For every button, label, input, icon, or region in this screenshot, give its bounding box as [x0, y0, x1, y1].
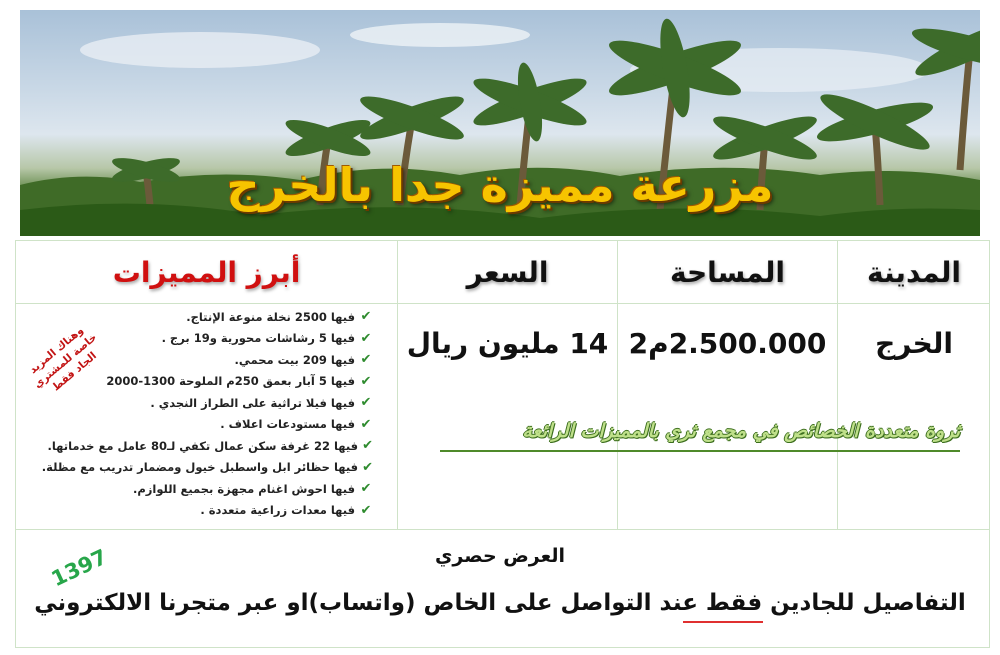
list-item	[55, 500, 373, 522]
tagline: ثروة متعددة الخصائص في مجمع ثري بالمميزات الرائعة	[522, 420, 960, 442]
check-icon: ✔	[360, 373, 372, 389]
feature-text: فيها 5 آبار بعمق 250م الملوحة 1300-2000	[106, 374, 355, 389]
check-icon: ✔	[360, 502, 372, 518]
feature-text: فيها فيلا تراثية على الطراز النجدي .	[150, 395, 355, 410]
feature-text: فيها 2500 نخلة منوعة الإنتاج.	[186, 309, 355, 324]
city-value: الخرج	[875, 326, 953, 360]
feature-text: فيها 22 غرفة سكن عمال تكفي لـ80 عامل مع خدماتها.	[47, 438, 359, 453]
feature-text: فيها 209 بيت محمي.	[234, 352, 355, 367]
header-price: السعر	[466, 255, 549, 289]
list-item	[55, 392, 373, 414]
check-icon: ✔	[360, 416, 372, 432]
feature-text: فيها 5 رشاشات محورية و19 برج .	[161, 331, 355, 346]
offer-title: العرض حصري	[434, 545, 565, 567]
feature-text: فيها معدات زراعية متعددة .	[200, 503, 355, 518]
header-city: المدينة	[867, 255, 961, 289]
feature-text: فيها حظائر ابل واسطبل خيول ومضمار تدريب مع مظلة.	[41, 460, 359, 475]
area-value: 2.500.000م2	[628, 326, 827, 360]
banner-image	[20, 10, 980, 236]
check-icon: ✔	[360, 352, 372, 368]
list-item	[47, 435, 373, 457]
price-value: 14 مليون ريال	[406, 326, 609, 360]
offer-details: التفاصيل للجادين فقط عند التواصل على الخاص (واتساب)او عبر متجرنا الالكتروني	[34, 590, 966, 616]
feature-text: فيها احوش اغنام مجهزة بجميع اللوازم.	[132, 481, 355, 496]
check-icon: ✔	[362, 459, 373, 475]
check-icon: ✔	[360, 481, 372, 497]
tagline-underline	[440, 450, 960, 452]
list-item	[55, 414, 373, 436]
list-item	[55, 306, 373, 328]
list-item	[55, 478, 373, 500]
feature-text: فيها مستودعات اعلاف .	[220, 417, 355, 432]
more-note: وهناك المزيد خاصة للمشتري الجاد فقط	[27, 324, 100, 394]
check-icon: ✔	[360, 395, 372, 411]
header-area: المساحة	[669, 255, 786, 289]
check-icon: ✔	[362, 438, 373, 454]
list-item	[55, 371, 373, 393]
listing-code: 1397	[47, 544, 111, 592]
header-features: أبرز المميزات	[112, 255, 301, 289]
banner-title: مزرعة مميزة جدا بالخرج	[226, 158, 774, 212]
check-icon: ✔	[360, 330, 372, 346]
list-item	[41, 457, 373, 479]
check-icon: ✔	[360, 309, 372, 325]
emphasis-underline	[683, 621, 763, 623]
